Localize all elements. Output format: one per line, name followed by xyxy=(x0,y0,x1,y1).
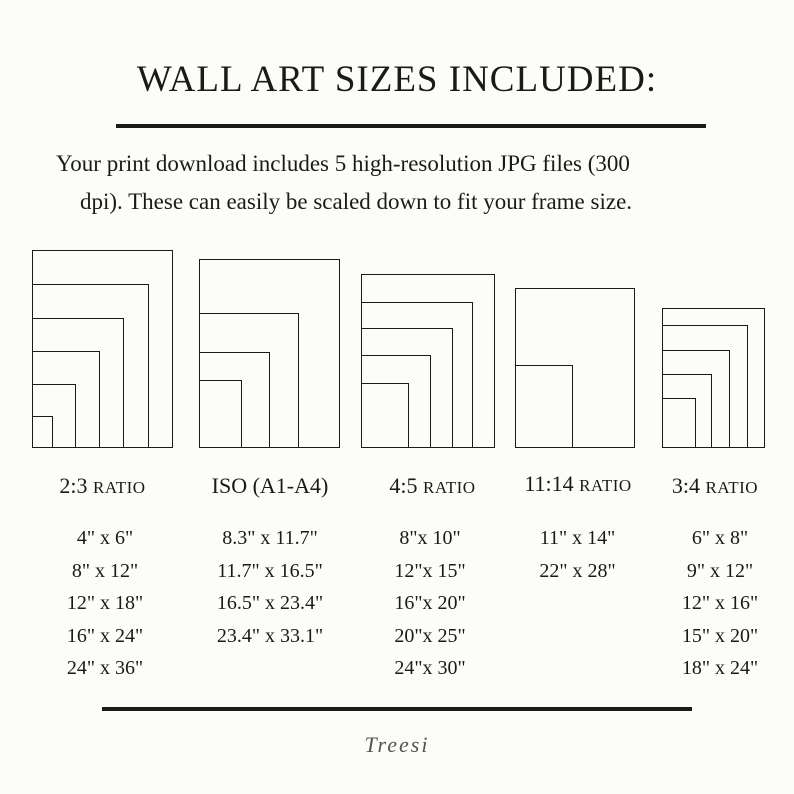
size-item: 23.4" x 33.1" xyxy=(216,624,324,647)
size-item: 9" x 12" xyxy=(686,559,754,582)
frame-smallest xyxy=(32,416,53,448)
size-item: 16" x 24" xyxy=(66,624,144,647)
intro-line-2: dpi). These can easily be scaled down to fit your frame size. xyxy=(80,189,633,214)
ratio-word: RATIO xyxy=(579,476,632,495)
ratio-label-11-14 xyxy=(508,471,648,497)
ratio-label-4-5 xyxy=(360,473,505,499)
ratio-word: RATIO xyxy=(423,478,476,497)
size-list-4-5 xyxy=(365,522,495,685)
frame-6x8 xyxy=(662,398,696,448)
size-list-11-14 xyxy=(515,522,640,587)
intro-line-1: Your print download includes 5 high-resolution JPG files (300 xyxy=(56,151,630,176)
ratio-number: 3:4 xyxy=(671,473,701,498)
size-item: 15" x 20" xyxy=(681,624,759,647)
ratio-word: RATIO xyxy=(93,478,146,497)
size-item: 20"x 25" xyxy=(394,624,466,647)
size-item: 12" x 16" xyxy=(681,592,759,614)
size-item: 11.7" x 16.5" xyxy=(217,559,323,582)
size-list-2-3 xyxy=(20,522,190,685)
frame-11x14 xyxy=(515,365,573,448)
size-item: 12"x 15" xyxy=(394,559,466,582)
size-item: 16.5" x 23.4" xyxy=(216,592,324,614)
size-list-iso xyxy=(190,522,350,652)
size-item: 4" x 6" xyxy=(76,527,134,549)
size-list-3-4 xyxy=(660,522,780,685)
ratio-label-iso: ISO (A1-A4) xyxy=(211,473,329,498)
page-title: WALL ART SIZES INCLUDED: xyxy=(136,59,658,100)
frame-8x10 xyxy=(361,383,409,448)
intro-text xyxy=(56,145,756,221)
size-item: 8"x 10" xyxy=(399,527,461,549)
ratio-number: 11:14 xyxy=(524,471,574,496)
ratio-word: RATIO xyxy=(705,478,759,497)
brand-name: Treesi xyxy=(364,732,430,757)
ratio-number: 2:3 xyxy=(59,473,88,498)
size-item: 18" x 24" xyxy=(681,657,759,679)
ratio-label-3-4 xyxy=(655,473,775,499)
size-item: 8.3" x 11.7" xyxy=(222,527,318,549)
size-item: 6" x 8" xyxy=(691,527,749,549)
ratio-label-2-3 xyxy=(30,473,175,499)
ratio-number: 4:5 xyxy=(389,473,418,498)
size-item: 8" x 12" xyxy=(71,559,139,582)
bottom-divider xyxy=(102,707,692,711)
frame-a4 xyxy=(199,380,242,448)
top-divider xyxy=(116,124,706,128)
size-item: 24" x 36" xyxy=(66,657,144,679)
size-item: 22" x 28" xyxy=(539,559,616,582)
size-item: 16"x 20" xyxy=(394,592,466,614)
size-item: 12" x 18" xyxy=(66,592,144,614)
size-item: 24"x 30" xyxy=(394,657,466,679)
size-item: 11" x 14" xyxy=(539,527,616,549)
